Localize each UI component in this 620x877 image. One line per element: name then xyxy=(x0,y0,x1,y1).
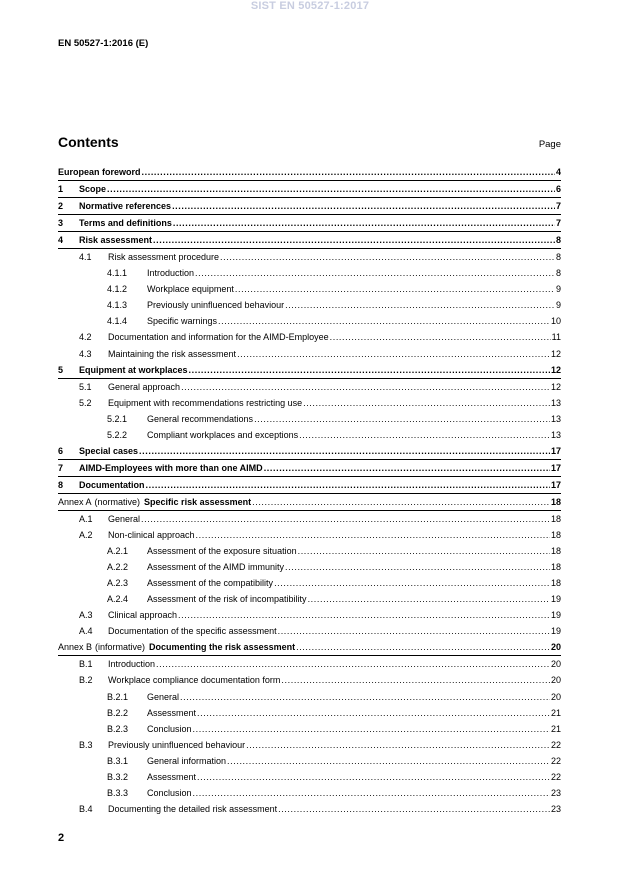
toc-entry[interactable] xyxy=(58,427,561,443)
toc-entry-number: 2 xyxy=(58,201,64,212)
toc-entry-page: 22 xyxy=(550,755,561,766)
toc-dot-leader xyxy=(193,785,550,801)
toc-dot-leader xyxy=(296,639,550,655)
toc-entry-page: 9 xyxy=(555,284,561,295)
toc-dot-leader xyxy=(285,297,555,313)
toc-entry-title: General information xyxy=(147,755,227,766)
toc-entry-number: 5.1 xyxy=(79,381,92,392)
toc-entry-number: A.2 xyxy=(79,530,93,541)
toc-dot-leader xyxy=(227,753,550,769)
toc-entry-line xyxy=(79,346,561,362)
toc-entry-line xyxy=(107,785,561,801)
toc-entry-page: 7 xyxy=(555,218,561,229)
toc-entry-number: 1 xyxy=(58,184,64,195)
toc-entry[interactable] xyxy=(58,656,561,672)
toc-entry-title: Assessment of the exposure situation xyxy=(147,546,297,557)
toc-entry[interactable] xyxy=(58,395,561,411)
toc-entry-number: A.4 xyxy=(79,626,93,637)
toc-entry-title: Workplace compliance documentation form xyxy=(108,675,281,686)
toc-entry-title: Documentation and information for the AIMD-Employee xyxy=(108,332,329,343)
toc-dot-leader xyxy=(173,215,555,231)
toc-entry[interactable] xyxy=(58,721,561,737)
toc-entry-line xyxy=(79,329,561,345)
toc-entry-page: 8 xyxy=(555,268,561,279)
toc-entry-line xyxy=(79,672,561,688)
toc-entry-page: 20 xyxy=(550,659,561,670)
toc-entry-page: 4 xyxy=(555,167,561,177)
toc-entry[interactable] xyxy=(58,591,561,607)
toc-entry-page: 12 xyxy=(550,381,561,392)
toc-entry-title: Assessment of the risk of incompatibility xyxy=(147,594,307,605)
toc-entry-title: Maintaining the risk assessment xyxy=(108,348,237,359)
toc-entry-title: Workplace equipment xyxy=(147,284,234,295)
page-number: 2 xyxy=(58,832,65,844)
toc-entry[interactable] xyxy=(58,249,561,265)
toc-entry-number: 6 xyxy=(58,445,64,456)
toc-entry[interactable] xyxy=(58,460,561,477)
toc-entry-page: 13 xyxy=(550,413,561,424)
toc-entry-title: Documenting the risk assessment xyxy=(149,642,296,653)
toc-entry-number: A.2.4 xyxy=(107,594,129,605)
toc-entry-page: 23 xyxy=(550,803,561,814)
toc-entry-number: B.4 xyxy=(79,803,93,814)
toc-entry-number: B.3.3 xyxy=(107,787,129,798)
toc-entry-title: Assessment xyxy=(147,707,197,718)
toc-entry-number: 4.1.1 xyxy=(107,268,128,279)
toc-entry-page: 18 xyxy=(550,513,561,524)
toc-entry-number: 8 xyxy=(58,479,64,490)
toc-entry-title: Normative references xyxy=(79,201,172,212)
toc-entry[interactable] xyxy=(58,623,561,639)
toc-entry-page: 17 xyxy=(550,479,561,490)
toc-entry[interactable] xyxy=(58,215,561,232)
toc-entry-title: Conclusion xyxy=(147,787,192,798)
toc-dot-leader xyxy=(153,232,555,248)
toc-annex-kind: (informative) xyxy=(95,642,146,653)
toc-entry-number: 4.1.3 xyxy=(107,300,128,311)
toc-entry-line xyxy=(58,362,561,378)
toc-entry-number: B.2.3 xyxy=(107,723,129,734)
toc-entry-line xyxy=(107,689,561,705)
toc-dot-leader xyxy=(197,705,550,721)
toc-dot-leader xyxy=(196,527,550,543)
toc-dot-leader xyxy=(281,672,550,688)
toc-entry[interactable] xyxy=(58,801,561,817)
toc-entry-title: Compliant workplaces and exceptions xyxy=(147,429,299,440)
toc-entry-line xyxy=(107,297,561,313)
toc-entry-title: European foreword xyxy=(58,167,141,177)
toc-dot-leader xyxy=(141,511,550,527)
toc-entry[interactable] xyxy=(58,329,561,345)
document-id: EN 50527-1:2016 (E) xyxy=(58,38,149,49)
page-column-label: Page xyxy=(538,139,561,150)
toc-dot-leader xyxy=(303,395,550,411)
toc-entry-line xyxy=(79,511,561,527)
toc-entry-page: 20 xyxy=(550,675,561,686)
toc-entry-number: 4 xyxy=(58,235,64,246)
toc-entry-page: 13 xyxy=(550,429,561,440)
toc-entry[interactable] xyxy=(58,672,561,688)
toc-entry-page: 21 xyxy=(550,723,561,734)
toc-entry-number: A.2.2 xyxy=(107,562,129,573)
toc-entry-number: 4.1.4 xyxy=(107,316,128,327)
toc-entry-line xyxy=(107,705,561,721)
toc-entry-line xyxy=(58,164,561,180)
toc-annex-kind: (normative) xyxy=(94,496,141,507)
toc-entry-number: B.2.2 xyxy=(107,707,129,718)
toc-entry-page: 13 xyxy=(550,397,561,408)
contents-title: Contents xyxy=(58,134,119,150)
toc-entry-number: 3 xyxy=(58,218,64,229)
toc-entry-line xyxy=(107,753,561,769)
toc-entry-title: Scope xyxy=(79,184,107,195)
toc-entry-title: Assessment of the compatibility xyxy=(147,578,274,589)
toc-entry-number: 5.2.1 xyxy=(107,413,128,424)
toc-dot-leader xyxy=(180,689,550,705)
toc-entry-page: 19 xyxy=(550,610,561,621)
toc-entry-page: 18 xyxy=(550,578,561,589)
toc-entry[interactable] xyxy=(58,494,561,511)
toc-entry-number: A.2.1 xyxy=(107,546,129,557)
toc-entry[interactable] xyxy=(58,689,561,705)
toc-entry[interactable] xyxy=(58,511,561,527)
toc-entry-title: Specific risk assessment xyxy=(144,496,252,507)
toc-entry-line xyxy=(79,737,561,753)
toc-entry[interactable] xyxy=(58,737,561,753)
toc-dot-leader xyxy=(107,181,555,197)
toc-dot-leader xyxy=(146,477,550,493)
toc-entry-number: B.3.1 xyxy=(107,755,129,766)
toc-dot-leader xyxy=(195,265,555,281)
toc-entry-line xyxy=(107,591,561,607)
toc-entry[interactable] xyxy=(58,769,561,785)
toc-entry-page: 11 xyxy=(551,332,561,343)
toc-entry-title: Previously uninfluenced behaviour xyxy=(108,739,246,750)
toc-entry[interactable] xyxy=(58,313,561,329)
toc-entry[interactable] xyxy=(58,477,561,494)
toc-entry-title: Assessment xyxy=(147,771,197,782)
toc-entry-page: 8 xyxy=(555,235,561,246)
toc-entry-line xyxy=(107,313,561,329)
toc-dot-leader xyxy=(235,281,555,297)
toc-entry-number: 4.1.2 xyxy=(107,284,128,295)
toc-entry-title: Specific warnings xyxy=(147,316,218,327)
toc-entry-page: 22 xyxy=(550,739,561,750)
toc-dot-leader xyxy=(237,346,550,362)
toc-dot-leader xyxy=(189,362,550,378)
toc-dot-leader xyxy=(278,623,550,639)
toc-dot-leader xyxy=(142,164,555,180)
toc-entry-title: Documentation of the specific assessment xyxy=(108,626,277,637)
toc-entry-page: 18 xyxy=(550,546,561,557)
toc-entry[interactable] xyxy=(58,281,561,297)
toc-dot-leader xyxy=(264,460,550,476)
toc-entry[interactable] xyxy=(58,411,561,427)
toc-entry-page: 7 xyxy=(555,201,561,212)
toc-dot-leader xyxy=(156,656,550,672)
toc-entry-number: 4.1 xyxy=(79,252,92,263)
toc-entry-number: 4.2 xyxy=(79,332,92,343)
toc-entry-page: 17 xyxy=(550,445,561,456)
toc-dot-leader xyxy=(197,769,550,785)
toc-entry-title: General recommendations xyxy=(147,413,254,424)
toc-entry-number: A.2.3 xyxy=(107,578,129,589)
toc-dot-leader xyxy=(181,379,550,395)
toc-entry-line xyxy=(58,460,561,476)
toc-entry-number: 5.2 xyxy=(79,397,92,408)
toc-dot-leader xyxy=(254,411,550,427)
toc-entry-page: 18 xyxy=(550,562,561,573)
toc-entry-page: 23 xyxy=(550,787,561,798)
toc-entry-line xyxy=(107,543,561,559)
toc-entry[interactable] xyxy=(58,753,561,769)
toc-entry[interactable] xyxy=(58,346,561,362)
toc-entry-title: Risk assessment xyxy=(79,235,153,246)
toc-entry-number: A.1 xyxy=(79,513,93,524)
toc-entry[interactable] xyxy=(58,527,561,543)
toc-entry[interactable] xyxy=(58,559,561,575)
toc-dot-leader xyxy=(308,591,550,607)
toc-entry-number: 7 xyxy=(58,462,64,473)
toc-dot-leader xyxy=(178,607,550,623)
toc-entry-number: 5.2.2 xyxy=(107,429,128,440)
toc-entry-page: 9 xyxy=(555,300,561,311)
toc-dot-leader xyxy=(252,494,550,510)
toc-entry-page: 21 xyxy=(550,707,561,718)
toc-entry[interactable] xyxy=(58,297,561,313)
toc-entry[interactable] xyxy=(58,198,561,215)
toc-entry-title: Non-clinical approach xyxy=(108,530,195,541)
toc-entry-line xyxy=(58,477,561,493)
toc-entry-line xyxy=(58,198,561,214)
toc-entry-line xyxy=(107,769,561,785)
toc-dot-leader xyxy=(285,559,550,575)
toc-entry-line xyxy=(107,411,561,427)
toc-entry-line xyxy=(107,559,561,575)
toc-dot-leader xyxy=(139,443,550,459)
toc-entry-title: Special cases xyxy=(79,445,139,456)
toc-entry-title: Introduction xyxy=(147,268,195,279)
toc-dot-leader xyxy=(218,313,550,329)
toc-entry-page: 17 xyxy=(550,462,561,473)
toc-entry-line xyxy=(79,607,561,623)
toc-entry-line xyxy=(79,527,561,543)
toc-dot-leader xyxy=(274,575,550,591)
toc-entry-page: 19 xyxy=(550,626,561,637)
toc-entry-line xyxy=(79,656,561,672)
toc-entry-page: 20 xyxy=(550,642,561,653)
toc-entry-title: General xyxy=(147,691,180,702)
toc-entry[interactable] xyxy=(58,362,561,379)
toc-entry-line xyxy=(58,181,561,197)
toc-entry-number: B.3 xyxy=(79,739,93,750)
watermark-text: SIST EN 50527-1:2017 xyxy=(250,0,370,12)
toc-entry-number: 4.3 xyxy=(79,348,92,359)
toc-entry-number: 5 xyxy=(58,364,64,375)
toc-entry[interactable] xyxy=(58,379,561,395)
toc-annex-label: Annex A xyxy=(58,496,92,507)
toc-entry-number: B.2 xyxy=(79,675,93,686)
toc-entry-line xyxy=(79,379,561,395)
toc-entry-number: B.1 xyxy=(79,659,93,670)
toc-entry[interactable] xyxy=(58,785,561,801)
toc-entry[interactable] xyxy=(58,164,561,181)
table-of-contents xyxy=(58,164,561,817)
toc-entry[interactable] xyxy=(58,265,561,281)
toc-entry-line xyxy=(58,443,561,459)
toc-entry-title: Previously uninfluenced behaviour xyxy=(147,300,285,311)
toc-entry-page: 6 xyxy=(555,184,561,195)
toc-dot-leader xyxy=(172,198,555,214)
toc-entry-title: Clinical approach xyxy=(108,610,178,621)
toc-entry-title: Assessment of the AIMD immunity xyxy=(147,562,285,573)
toc-entry-page: 10 xyxy=(550,316,561,327)
toc-entry-page: 20 xyxy=(550,691,561,702)
toc-entry-page: 22 xyxy=(550,771,561,782)
toc-entry-number: B.3.2 xyxy=(107,771,129,782)
toc-entry-page: 18 xyxy=(550,496,561,507)
toc-entry[interactable] xyxy=(58,232,561,249)
toc-entry-title: Equipment at workplaces xyxy=(79,364,188,375)
toc-entry-line xyxy=(79,249,561,265)
toc-entry[interactable] xyxy=(58,639,561,656)
toc-entry[interactable] xyxy=(58,607,561,623)
toc-entry-page: 12 xyxy=(550,364,561,375)
toc-entry-line xyxy=(79,801,561,817)
toc-entry-line xyxy=(107,281,561,297)
toc-entry-page: 12 xyxy=(550,348,561,359)
toc-dot-leader xyxy=(220,249,555,265)
toc-entry-line xyxy=(107,575,561,591)
toc-entry-title: Conclusion xyxy=(147,723,192,734)
toc-entry[interactable] xyxy=(58,443,561,460)
toc-entry-line xyxy=(58,494,561,510)
toc-entry-line xyxy=(79,395,561,411)
toc-entry-page: 19 xyxy=(550,594,561,605)
toc-entry-line xyxy=(58,215,561,231)
toc-entry-line xyxy=(107,265,561,281)
toc-entry-title: Documentation xyxy=(79,479,145,490)
toc-entry-line xyxy=(58,639,561,655)
toc-entry[interactable] xyxy=(58,543,561,559)
toc-annex-label: Annex B xyxy=(58,642,93,653)
toc-entry-title: Equipment with recommendations restricting use xyxy=(108,397,303,408)
toc-entry-page: 8 xyxy=(555,252,561,263)
toc-dot-leader xyxy=(298,543,550,559)
toc-entry-number: B.2.1 xyxy=(107,691,129,702)
toc-entry-title: Introduction xyxy=(108,659,156,670)
toc-entry-line xyxy=(107,721,561,737)
toc-entry-title: General xyxy=(108,513,141,524)
toc-entry-number: A.3 xyxy=(79,610,93,621)
toc-entry-line xyxy=(107,427,561,443)
toc-entry-title: General approach xyxy=(108,381,181,392)
toc-entry-title: Terms and definitions xyxy=(79,218,172,229)
toc-entry-title: AIMD-Employees with more than one AIMD xyxy=(79,462,263,473)
toc-entry-title: Risk assessment procedure xyxy=(108,252,220,263)
toc-entry-line xyxy=(58,232,561,248)
toc-entry[interactable] xyxy=(58,181,561,198)
toc-dot-leader xyxy=(246,737,550,753)
toc-entry-page: 18 xyxy=(550,530,561,541)
toc-dot-leader xyxy=(330,329,551,345)
toc-dot-leader xyxy=(278,801,550,817)
toc-entry[interactable] xyxy=(58,575,561,591)
toc-dot-leader xyxy=(193,721,550,737)
contents-heading xyxy=(58,134,561,150)
toc-entry-title: Documenting the detailed risk assessment xyxy=(108,803,278,814)
toc-entry-line xyxy=(79,623,561,639)
toc-entry[interactable] xyxy=(58,705,561,721)
toc-dot-leader xyxy=(299,427,550,443)
